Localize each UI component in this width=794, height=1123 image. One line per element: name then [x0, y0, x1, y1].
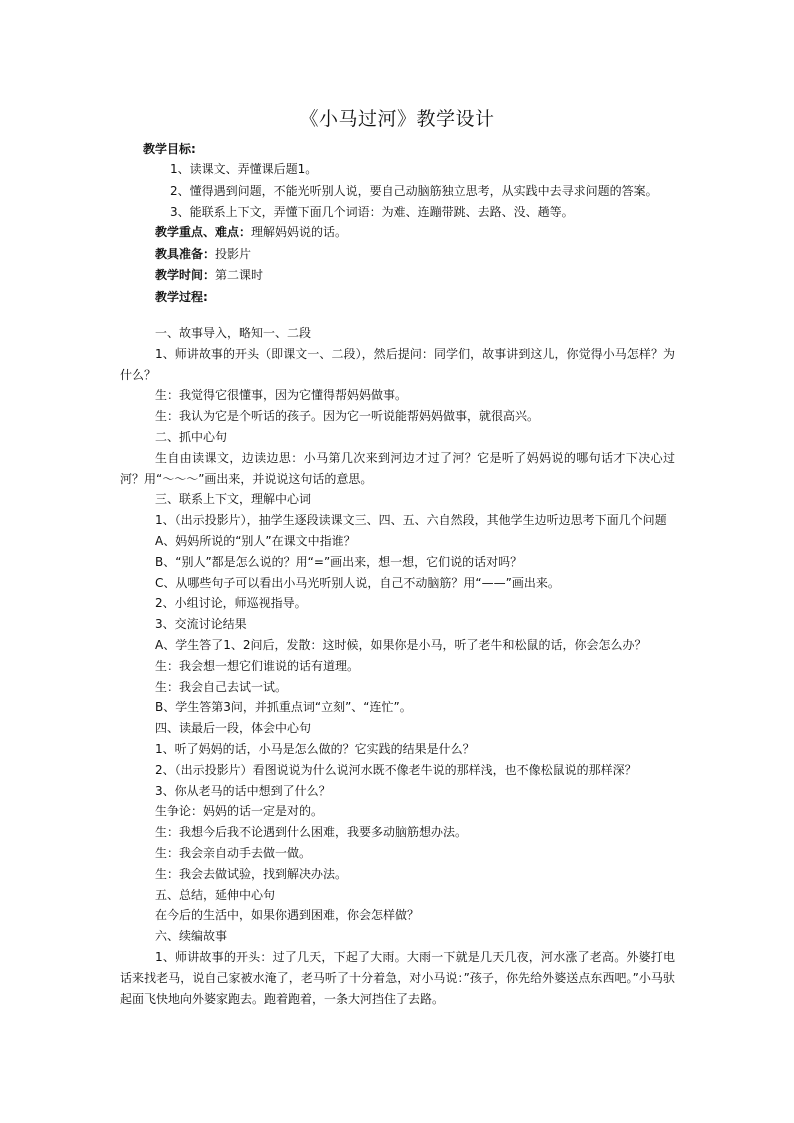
lesson-body [120, 323, 675, 1009]
body-paragraph: 3、你从老马的话中想到了什么？ [155, 783, 331, 798]
meta-value: 投影片 [215, 246, 252, 261]
body-paragraph: 在今后的生活中，如果你遇到困难，你会怎样做？ [155, 908, 420, 923]
body-paragraph: 生自由读课文，边读边思：小马第几次来到河边才过了河？它是听了妈妈说的哪句话才下决心过河？用“～～～”画出来，并说说这句话的意思。 [120, 450, 675, 486]
body-paragraph: 生：我认为它是个听话的孩子。因为它一听说能帮妈妈做事，就很高兴。 [155, 409, 540, 424]
body-paragraph: 生争论：妈妈的话一定是对的。 [155, 804, 324, 819]
body-paragraph: 3、交流讨论结果 [155, 617, 247, 632]
body-paragraph: A、学生答了1、2问后，发散：这时候，如果你是小马，听了老牛和松鼠的话，你会怎么办？ [155, 637, 647, 652]
goal-item: 1、读课文、弄懂课后题1。 [170, 162, 318, 176]
goals-list [170, 159, 730, 224]
body-paragraph: 六、续编故事 [155, 929, 228, 944]
page-title: 《小马过河》教学设计 [299, 108, 495, 130]
body-paragraph: 2、（出示投影片）看图说说为什么说河水既不像老牛说的那样浅，也不像松鼠说的那样深？ [155, 762, 637, 777]
body-paragraph: 生：我会自己去试一试。 [155, 679, 288, 694]
meta-row [155, 222, 347, 244]
body-paragraph: 生：我会亲自动手去做一做。 [155, 845, 312, 860]
body-paragraph: 1、师讲故事的开头（即课文一、二段），然后提问：同学们，故事讲到这儿，你觉得小马怎样？为什么？ [120, 346, 675, 382]
body-paragraph: 生：我觉得它很懂事，因为它懂得帮妈妈做事。 [155, 388, 408, 403]
meta-key: 教具准备： [155, 246, 216, 261]
body-paragraph: 1、听了妈妈的话，小马是怎么做的？它实践的结果是什么？ [155, 741, 475, 756]
meta-row [155, 287, 347, 309]
goals-label: 教学目标: [143, 142, 196, 156]
body-paragraph: B、学生答第3问，并抓重点词“立刻”、“连忙”。 [155, 700, 412, 715]
body-paragraph: 一、故事导入，略知一、二段 [155, 326, 312, 340]
body-paragraph: C、从哪些句子可以看出小马光听别人说，自己不动脑筋？用“——”画出来。 [155, 575, 560, 590]
goal-item: 3、能联系上下文，弄懂下面几个词语：为难、连蹦带跳、去路、没、趟等。 [170, 205, 574, 219]
meta-row [155, 265, 347, 287]
body-paragraph: 二、抓中心句 [155, 429, 228, 444]
body-paragraph: 1、（出示投影片），抽学生逐段读课文三、四、五、六自然段，其他学生边听边思考下面几个问题 [155, 513, 667, 528]
body-paragraph: 四、读最后一段，体会中心句 [155, 721, 312, 736]
body-paragraph: 1、师讲故事的开头：过了几天，下起了大雨。大雨一下就是几天几夜，河水涨了老高。外婆打电话来找老马，说自己家被水淹了，老马听了十分着急，对小马说：”孩子，你先给外婆送点东西吧。”小马驮起面飞快地向外婆家跑去。跑着跑着，一条大河挡住了去路。 [120, 949, 675, 1006]
meta-row [155, 244, 347, 266]
body-paragraph: 生：我会去做试验，找到解决办法。 [155, 866, 348, 881]
meta-key: 教学过程: [155, 289, 208, 304]
body-paragraph: 三、联系上下文，理解中心词 [155, 492, 312, 507]
meta-value: 第二课时 [215, 268, 264, 282]
body-paragraph: 生：我会想一想它们谁说的话有道理。 [155, 658, 360, 673]
body-paragraph: 2、小组讨论，师巡视指导。 [155, 596, 307, 611]
meta-value: 理解妈妈说的话。 [251, 225, 348, 239]
goal-item: 2、懂得遇到问题，不能光听别人说，要自己动脑筋独立思考，从实践中去寻求问题的答案。 [170, 183, 658, 198]
meta-key: 教学时间： [155, 268, 216, 282]
meta-key: 教学重点、难点： [155, 225, 252, 239]
body-paragraph: B、“别人”都是怎么说的？用“=”画出来，想一想，它们说的话对吗？ [155, 554, 523, 569]
body-paragraph: A、妈妈所说的“别人”在课文中指谁？ [155, 533, 356, 548]
body-paragraph: 生：我想今后我不论遇到什么困难，我要多动脑筋想办法。 [155, 825, 468, 840]
body-paragraph: 五、总结，延伸中心句 [155, 887, 276, 902]
lesson-meta [155, 222, 347, 308]
